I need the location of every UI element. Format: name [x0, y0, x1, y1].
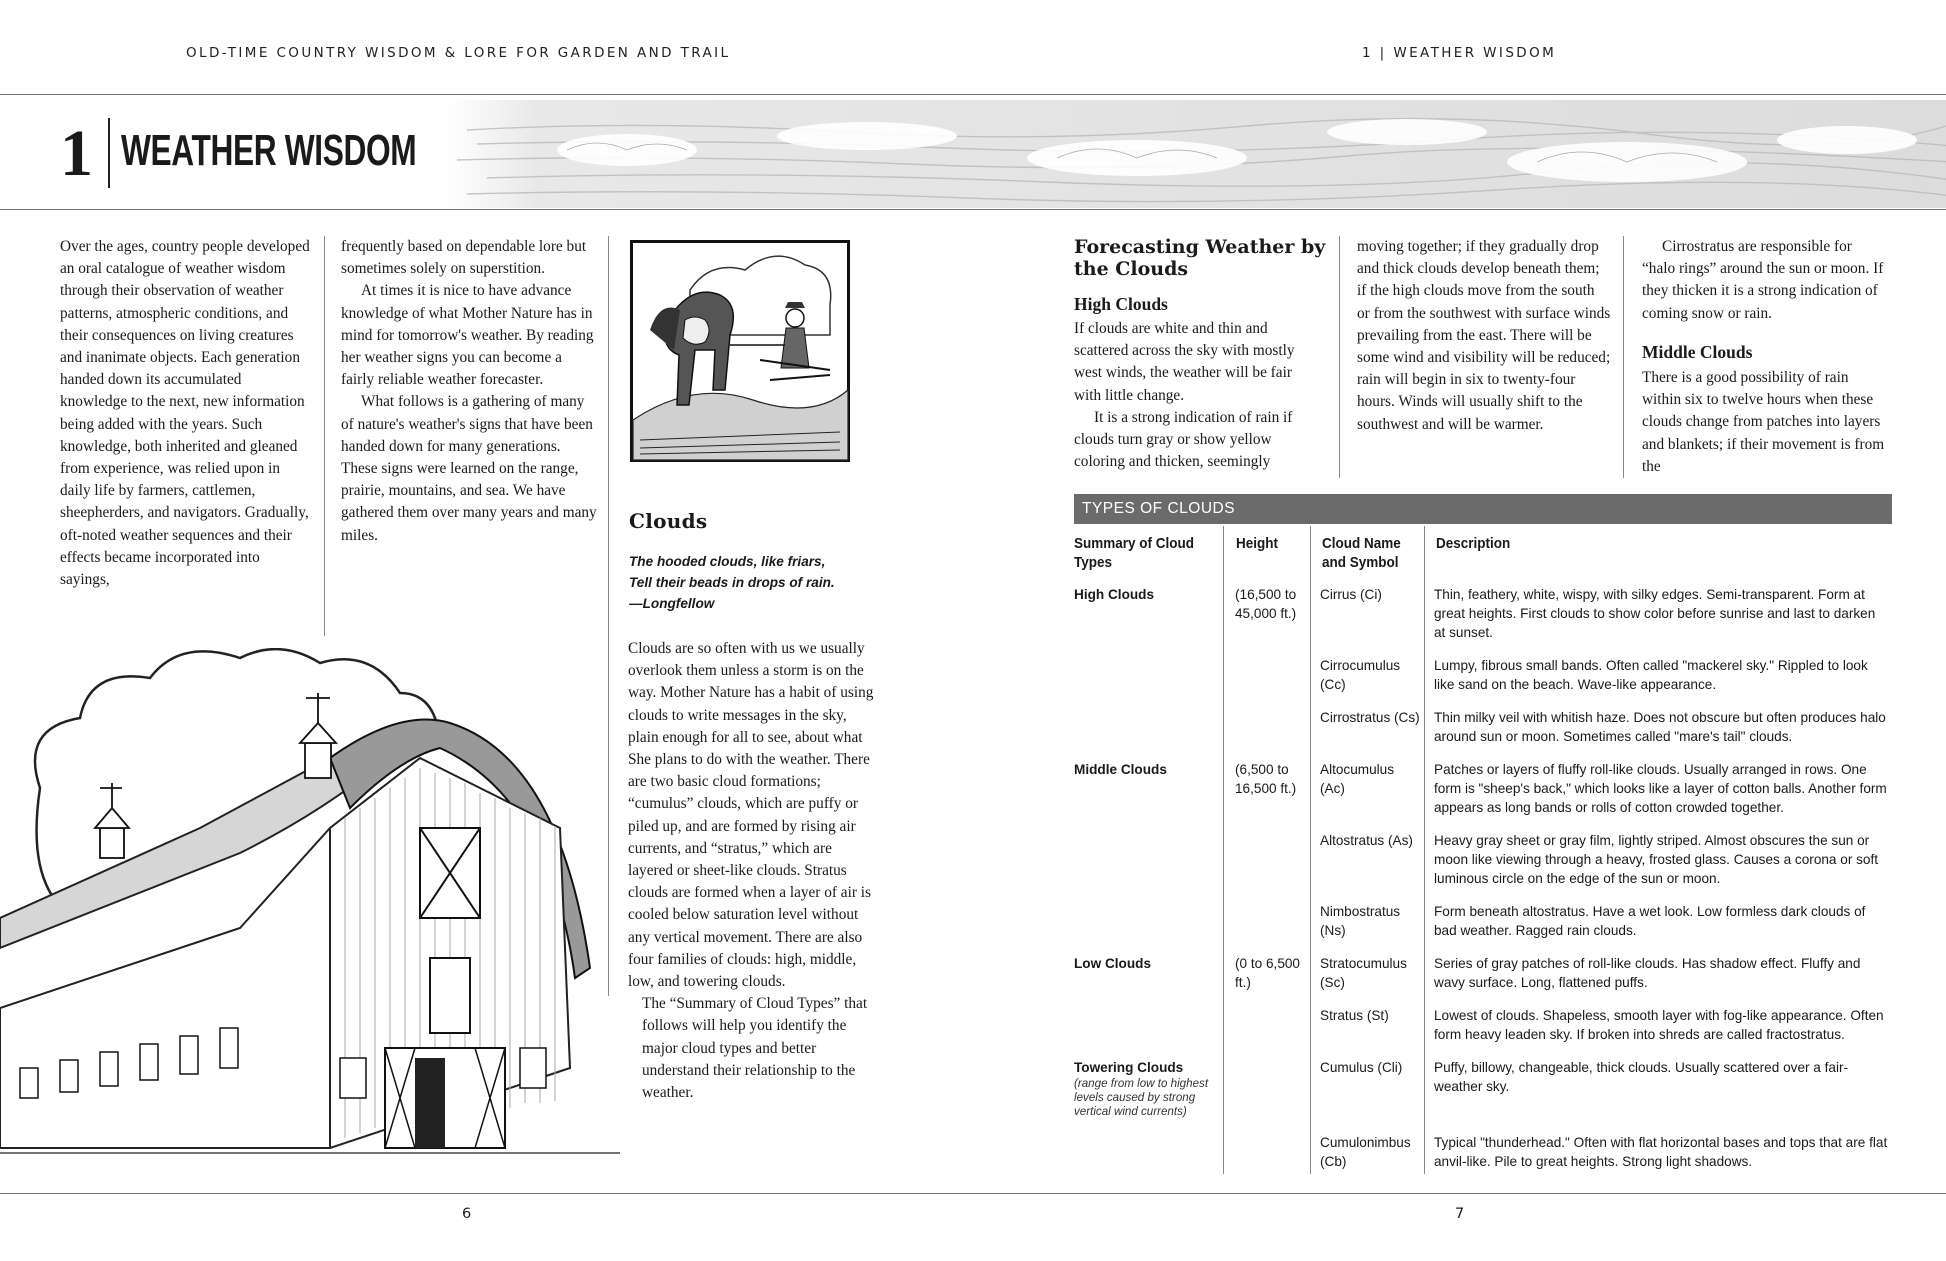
group-towering-clouds: Towering Clouds — [1074, 1060, 1184, 1075]
epigraph-attribution: —Longfellow — [629, 596, 715, 611]
right-column-1 — [1074, 318, 1319, 473]
cloud-description: Form beneath altostratus. Have a wet look. Low formless dark clouds of bad weather. Ragged rain clouds. — [1434, 904, 1866, 938]
header-height: Height — [1236, 535, 1279, 552]
cloud-name: Cirrocumulus (Cc) — [1320, 658, 1401, 692]
column-divider — [324, 236, 325, 636]
clouds-paragraph-2: The “Summary of Cloud Types” that follows will help you identify the major cloud types and better understand their relationship to the weather. — [642, 995, 868, 1102]
cloud-name: Cirrus (Ci) — [1320, 587, 1382, 602]
left-column-1 — [60, 236, 310, 591]
cloud-description: Puffy, billowy, changeable, thick clouds. Usually scattered over a fair-weather sky. — [1434, 1060, 1849, 1094]
epigraph — [629, 551, 869, 614]
chapter-rule — [0, 209, 1946, 210]
right-column-2 — [1357, 236, 1611, 436]
cloud-description: Heavy gray sheet or gray film, lightly striped. Almost obscures the sun or moon like viewing through a heavy, frosted glass. Causes a corona or soft luminous circle on the edge of the sun or moon. — [1434, 833, 1879, 886]
clouds-paragraph-1: Clouds are so often with us we usually overlook them unless a storm is on the way. Mother Nature has a habit of using clouds to write messages in the sky, plain enough for all to see, about what She plans to do with the weather. There are two basic cloud formations; “cumulus” clouds, which are puffy or piled up, and are formed by rising air currents, and “stratus,” which are layered or sheet-like clouds. Stratus clouds are formed when a layer of air is cooled below saturation level without any vertical movement. There are also four families of clouds: high, middle, low, and towering clouds. — [628, 640, 874, 991]
running-head-right: 1 | WEATHER WISDOM — [1362, 45, 1557, 61]
high-clouds-heading: High Clouds — [1074, 294, 1168, 314]
chapter-title: WEATHER WISDOM — [121, 126, 417, 175]
cirrostratus-paragraph: Cirrostratus are responsible for “halo rings” around the sun or moon. If they thicken it is a strong indication of coming snow or rain. — [1642, 238, 1884, 322]
cloud-banner-illustration — [447, 100, 1946, 208]
table-title: TYPES OF CLOUDS — [1082, 500, 1236, 517]
running-head-left: OLD-TIME COUNTRY WISDOM & LORE FOR GARDEN AND TRAIL — [186, 45, 731, 61]
top-rule — [0, 94, 1946, 95]
page-number-right: 7 — [1455, 1206, 1465, 1222]
col2-paragraph-2: At times it is nice to have advance knowledge of what Mother Nature has in mind for tomorrow's weather. By reading her weather signs you can become a fairly reliable weather forecaster. — [341, 282, 594, 389]
cloud-name: Cumulus (Cli) — [1320, 1060, 1403, 1075]
cloud-name: Altostratus (As) — [1320, 833, 1413, 848]
table-column-rule — [1424, 526, 1425, 1174]
chapter-divider — [108, 118, 110, 188]
height-middle-clouds: (6,500 to 16,500 ft.) — [1235, 762, 1297, 796]
epigraph-line-1: The hooded clouds, like friars, — [629, 554, 826, 569]
group-low-clouds: Low Clouds — [1074, 956, 1152, 971]
bottom-rule — [0, 1193, 1946, 1194]
table-title-band — [1074, 494, 1892, 524]
forecast-heading: Forecasting Weather by the Clouds — [1074, 236, 1326, 280]
cloud-name: Stratus (St) — [1320, 1008, 1389, 1023]
table-column-rule — [1223, 526, 1224, 1174]
high-clouds-paragraph-2: It is a strong indication of rain if clouds turn gray or show yellow coloring and thicken, seemingly — [1074, 408, 1293, 471]
column-divider — [1623, 236, 1624, 478]
epigraph-line-2: Tell their beads in drops of rain. — [629, 575, 835, 590]
col2-paragraph-3: What follows is a gathering of many of nature's weather's signs that have been handed down for many generations. These signs were learned on the range, prairie, mountains, and sea. We have gathered them over many years and many miles. — [341, 393, 597, 544]
height-low-clouds: (0 to 6,500 ft.) — [1235, 956, 1300, 990]
table-column-rule — [1310, 526, 1311, 1174]
intro-paragraph: Over the ages, country people developed an oral catalogue of weather wisdom through their observation of weather patterns, atmospheric conditions, and their consequences on living creatures and inanimate objects. Each generation handed down its accumulated knowledge to the next, new information being added with the years. Such knowledge, both inherited and gleaned from experience, was relied upon in daily life by farmers, cattlemen, sheepherders, and navigators. Gradually, oft-noted weather sequences and their effects became incorporated into sayings, — [60, 238, 310, 589]
left-column-2 — [341, 236, 597, 547]
cloud-name: Stratocumulus (Sc) — [1320, 956, 1407, 990]
cloud-name: Cirrostratus (Cs) — [1320, 710, 1420, 725]
cloud-name: Altocumulus (Ac) — [1320, 762, 1395, 796]
left-column-3 — [628, 638, 878, 1104]
cloud-description: Series of gray patches of roll-like clouds. Has shadow effect. Fluffy and wavy surface. Long, flattened puffs. — [1434, 956, 1861, 990]
group-middle-clouds: Middle Clouds — [1074, 762, 1167, 777]
towering-clouds-note: (range from low to highest levels caused by strong vertical wind currents) — [1074, 1077, 1209, 1118]
height-high-clouds: (16,500 to 45,000 ft.) — [1235, 587, 1297, 621]
horse-plowing-illustration — [630, 240, 850, 462]
cloud-name: Nimbostratus (Ns) — [1320, 904, 1401, 938]
clouds-heading: Clouds — [629, 509, 708, 533]
middle-clouds-heading: Middle Clouds — [1642, 342, 1753, 362]
right-column-3 — [1642, 236, 1888, 325]
barn-illustration — [0, 648, 620, 1188]
cloud-description: Thin, feathery, white, wispy, with silky edges. Semi-transparent. Form at great heights. First clouds to show color before sunrise and last to darken at sunset. — [1434, 587, 1876, 640]
group-high-clouds: High Clouds — [1074, 587, 1155, 602]
header-cloud-name: Cloud Name and Symbol — [1322, 535, 1401, 571]
middle-clouds-text — [1642, 367, 1888, 478]
chapter-number: 1 — [60, 117, 91, 190]
cloud-name: Cumulonimbus (Cb) — [1320, 1135, 1411, 1169]
cloud-description: Patches or layers of fluffy roll-like clouds. Usually arranged in rows. One form is "sheep's back," which looks like a layer of cotton balls. Another form appears as long bands or rolls of cotton crowded together. — [1434, 762, 1887, 815]
cloud-description: Lowest of clouds. Shapeless, smooth layer with fog-like appearance. Often form heavy leaden sky. If broken into shreds are called fractostratus. — [1434, 1008, 1884, 1042]
header-description: Description — [1436, 535, 1511, 552]
high-clouds-paragraph-1: If clouds are white and thin and scattered across the sky with mostly west winds, the weather will be fair with little change. — [1074, 320, 1295, 404]
col2-paragraph-1: frequently based on dependable lore but sometimes solely on superstition. — [341, 238, 587, 278]
header-summary: Summary of Cloud Types — [1074, 535, 1195, 571]
page-number-left: 6 — [462, 1206, 472, 1222]
cloud-description: Typical "thunderhead." Often with flat horizontal bases and tops that are flat anvil-like. Pile to great heights. Strong light shadows. — [1434, 1135, 1888, 1169]
column-divider — [1339, 236, 1340, 478]
forecast-paragraph: moving together; if they gradually drop and thick clouds develop beneath them; if the high clouds move from the south or from the southwest with surface winds prevailing from the east. There will be some wind and visibility will be reduced; rain will begin in six to twenty-four hours. Winds will usually shift to the southwest and will be warmer. — [1357, 238, 1611, 433]
cloud-description: Thin milky veil with whitish haze. Does not obscure but often produces halo around sun or moon. Sometimes called "mare's tail" clouds. — [1434, 710, 1886, 744]
cloud-description: Lumpy, fibrous small bands. Often called "mackerel sky." Rippled to look like sand on the beach. Wave-like appearance. — [1434, 658, 1868, 692]
middle-clouds-paragraph: There is a good possibility of rain within six to twelve hours when these clouds change from patches into layers and blankets; if their movement is from the — [1642, 369, 1885, 475]
